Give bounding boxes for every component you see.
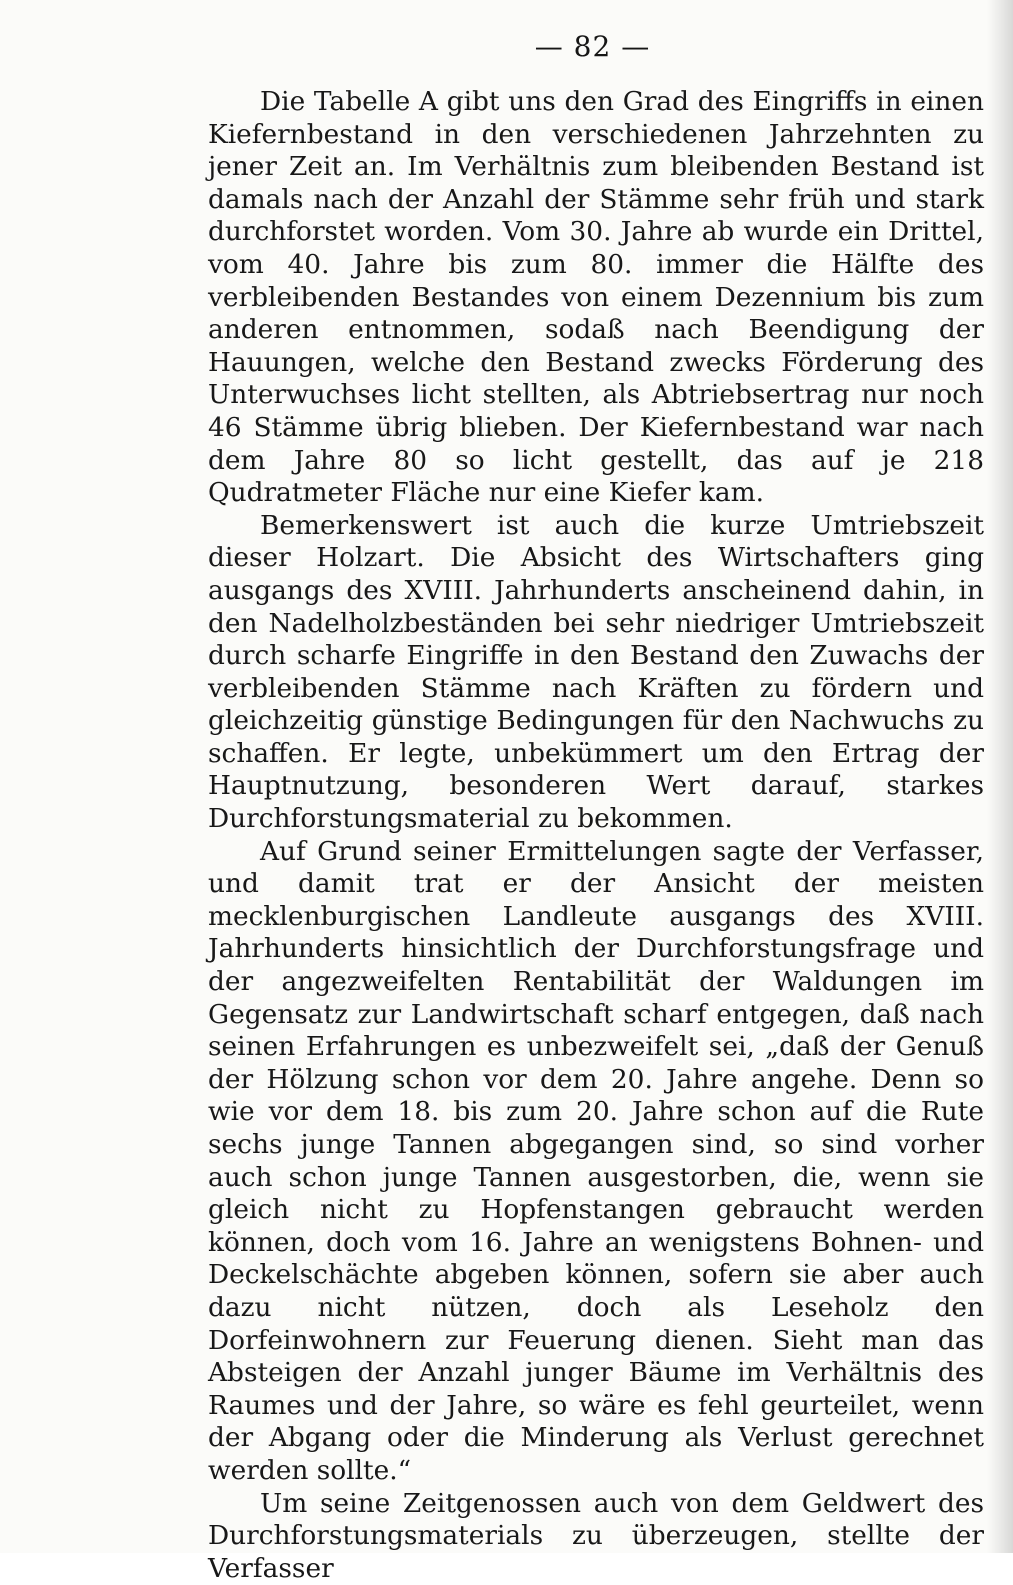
paragraph: Die Tabelle A gibt uns den Grad des Eingriffs in einen Kiefernbestand in den verschiedenen Jahrzehnten zu jener Zeit an. Im Verhältnis zum bleibenden Bestand ist damals nach der Anzahl der Stämme sehr früh und stark durchforstet worden. Vom 30. Jahre ab wurde ein Drittel, vom 40. Jahre bis zum 80. immer die Hälfte des verbleibenden Bestandes von einem Dezennium bis zum anderen entnommen, sodaß nach Beendigung der Hauungen, welche den Bestand zwecks Förderung des Unterwuchses licht stellten, als Abtriebsertrag nur noch 46 Stämme übrig blieben. Der Kiefernbestand war nach dem Jahre 80 so licht gestellt, das auf je 218 Qudratmeter Fläche nur eine Kiefer kam. — [208, 86, 984, 509]
page-edge-shadow — [987, 0, 1013, 1553]
page-number: — 82 — — [534, 30, 651, 63]
paragraph: Um seine Zeitgenossen auch von dem Geldwert des Durchforstungsmaterials zu überzeugen, stellte der Verfasser — [208, 1487, 984, 1584]
body-text — [208, 86, 984, 1585]
paragraph: Auf Grund seiner Ermittelungen sagte der Verfasser, und damit trat er der Ansicht der meisten mecklenburgischen Landleute ausgangs des XVIII. Jahrhunderts hinsichtlich der Durchforstungsfrage und der angezweifelten Rentabilität der Waldungen im Gegensatz zur Landwirtschaft scharf entgegen, daß nach seinen Erfahrungen es unbezweifelt sei, „daß der Genuß der Hölzung schon vor dem 20. Jahre angehe. Denn so wie vor dem 18. bis zum 20. Jahre schon auf die Rute sechs junge Tannen abgegangen sind, so sind vorher auch schon junge Tannen ausgestorben, die, wenn sie gleich nicht zu Hopfenstangen gebraucht werden können, doch vom 16. Jahre an wenigstens Bohnen- und Deckelschächte abgeben können, sofern sie aber auch dazu nicht nützen, doch als Leseholz den Dorfeinwohnern zur Feuerung dienen. Sieht man das Absteigen der Anzahl junger Bäume im Verhältnis des Raumes und der Jahre, so wäre es fehl geurteilet, wenn der Abgang oder die Minderung als Verlust gerechnet werden sollte.“ — [208, 835, 984, 1486]
paragraph: Bemerkenswert ist auch die kurze Umtriebszeit dieser Holzart. Die Absicht des Wirtschafters ging ausgangs des XVIII. Jahrhunderts anscheinend dahin, in den Nadelholzbeständen bei sehr niedriger Umtriebszeit durch scharfe Eingriffe in den Bestand den Zuwachs der verbleibenden Stämme nach Kräften zu fördern und gleichzeitig günstige Bedingungen für den Nachwuchs zu schaffen. Er legte, unbekümmert um den Ertrag der Hauptnutzung, besonderen Wert darauf, starkes Durchforstungsmaterial zu bekommen. — [208, 509, 984, 835]
